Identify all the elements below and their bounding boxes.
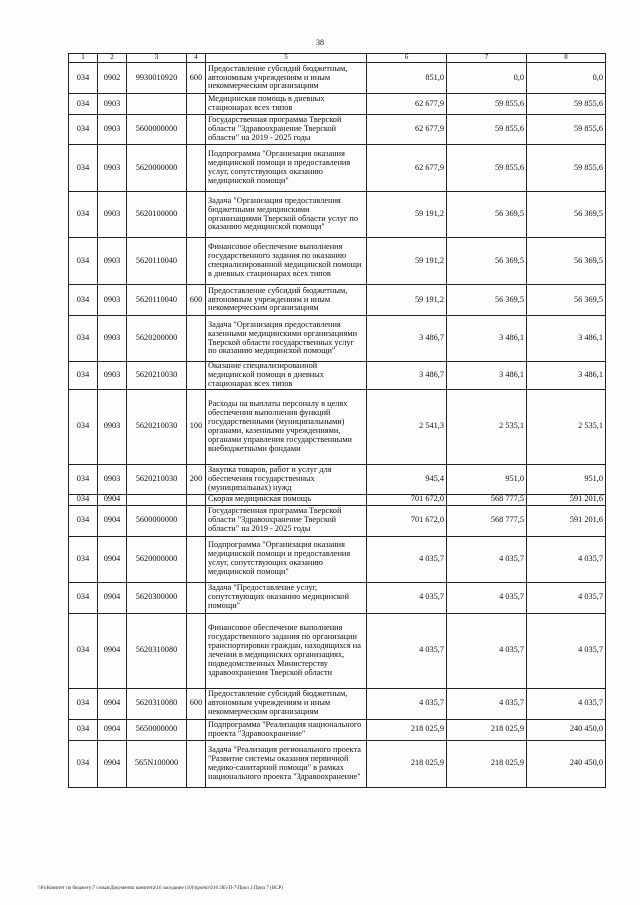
admin-code-cell: 034: [69, 285, 98, 316]
target-article-cell: 9930010920: [127, 63, 187, 94]
section-code-cell: 0904: [98, 536, 127, 582]
target-article-cell: 5620000000: [127, 536, 187, 582]
amount-year1-cell: 59 191,2: [367, 238, 447, 285]
target-article-cell: 5620300000: [127, 582, 187, 613]
header-cell: 2: [98, 54, 127, 63]
description-cell: Расходы на выплаты персоналу в целях обеспечения выполнения функций государственными (муниципальными) органами, казенными учреждениями, органами управления государственными внебюджетными фондами: [206, 389, 367, 464]
admin-code-cell: 034: [69, 613, 98, 688]
amount-year3-cell: 56 369,5: [527, 238, 606, 285]
expense-type-cell: [187, 115, 206, 145]
table-row: [69, 719, 606, 740]
amount-year1-cell: 62 677,9: [367, 115, 447, 145]
amount-year2-cell: 3 486,1: [447, 316, 527, 362]
admin-code-cell: 034: [69, 494, 98, 505]
amount-year3-cell: 4 035,7: [527, 582, 606, 613]
description-cell: Предоставление субсидий бюджетным, автономным учреждениям и иным некоммерческим организациям: [206, 688, 367, 719]
amount-year1-cell: 4 035,7: [367, 582, 447, 613]
amount-year1-cell: 59 191,2: [367, 285, 447, 316]
description-cell: Скорая медицинская помощь: [206, 494, 367, 505]
admin-code-cell: 034: [69, 192, 98, 238]
admin-code-cell: 034: [69, 63, 98, 94]
expense-type-cell: [187, 494, 206, 505]
target-article-cell: 5620110040: [127, 285, 187, 316]
amount-year2-cell: 56 369,5: [447, 238, 527, 285]
target-article-cell: [127, 494, 187, 505]
target-article-cell: 5650000000: [127, 719, 187, 740]
amount-year3-cell: 951,0: [527, 464, 606, 494]
amount-year3-cell: 240 450,0: [527, 719, 606, 740]
target-article-cell: 5620210030: [127, 464, 187, 494]
section-code-cell: 0904: [98, 505, 127, 536]
table-row: [69, 536, 606, 582]
admin-code-cell: 034: [69, 316, 98, 362]
target-article-cell: 5620310080: [127, 688, 187, 719]
table-row: [69, 688, 606, 719]
amount-year2-cell: 568 777,5: [447, 494, 527, 505]
amount-year3-cell: 56 369,5: [527, 285, 606, 316]
amount-year2-cell: 2 535,1: [447, 389, 527, 464]
amount-year2-cell: 0,0: [447, 63, 527, 94]
amount-year2-cell: 218 025,9: [447, 740, 527, 787]
table-row: [69, 494, 606, 505]
amount-year1-cell: 3 486,7: [367, 362, 447, 390]
expense-type-cell: 600: [187, 63, 206, 94]
table-row: [69, 145, 606, 192]
expense-type-cell: [187, 740, 206, 787]
amount-year2-cell: 56 369,5: [447, 192, 527, 238]
table-row: [69, 285, 606, 316]
table-row: [69, 94, 606, 115]
expense-type-cell: [187, 316, 206, 362]
amount-year3-cell: 3 486,1: [527, 316, 606, 362]
expense-type-cell: 100: [187, 389, 206, 464]
amount-year1-cell: 4 035,7: [367, 688, 447, 719]
admin-code-cell: 034: [69, 740, 98, 787]
expense-type-cell: 600: [187, 688, 206, 719]
table-row: [69, 362, 606, 390]
budget-table: [68, 53, 606, 788]
file-path-footer: \\Fs\Комитет по бюджету\7 созыв\Документы комитета\16 заседание (10)\проект\616 285-П-7\Прил 3 Прил 7 (ВСР): [38, 886, 283, 891]
expense-type-cell: [187, 613, 206, 688]
section-code-cell: 0903: [98, 238, 127, 285]
target-article-cell: 5620200000: [127, 316, 187, 362]
section-code-cell: 0903: [98, 285, 127, 316]
amount-year1-cell: 2 541,3: [367, 389, 447, 464]
expense-type-cell: [187, 238, 206, 285]
description-cell: Подпрограмма "Реализация национального проекта "Здравоохранение": [206, 719, 367, 740]
section-code-cell: 0904: [98, 719, 127, 740]
amount-year3-cell: 4 035,7: [527, 688, 606, 719]
header-cell: 8: [527, 54, 606, 63]
target-article-cell: 5620310080: [127, 613, 187, 688]
amount-year3-cell: 591 201,6: [527, 505, 606, 536]
amount-year1-cell: 218 025,9: [367, 740, 447, 787]
expense-type-cell: [187, 192, 206, 238]
expense-type-cell: [187, 536, 206, 582]
section-code-cell: 0903: [98, 362, 127, 390]
table-row: [69, 238, 606, 285]
admin-code-cell: 034: [69, 115, 98, 145]
section-code-cell: 0904: [98, 688, 127, 719]
section-code-cell: 0903: [98, 316, 127, 362]
page-number: 38: [316, 38, 324, 47]
amount-year1-cell: 62 677,9: [367, 145, 447, 192]
amount-year2-cell: 59 855,6: [447, 94, 527, 115]
description-cell: Подпрограмма "Организация оказания медицинской помощи и предоставления услуг, сопутствующих оказанию медицинской помощи": [206, 536, 367, 582]
table-row: [69, 505, 606, 536]
expense-type-cell: [187, 505, 206, 536]
amount-year2-cell: 4 035,7: [447, 688, 527, 719]
amount-year3-cell: 59 855,6: [527, 145, 606, 192]
target-article-cell: 5620100000: [127, 192, 187, 238]
section-code-cell: 0903: [98, 389, 127, 464]
amount-year1-cell: 4 035,7: [367, 536, 447, 582]
amount-year2-cell: 59 855,6: [447, 145, 527, 192]
section-code-cell: 0904: [98, 613, 127, 688]
table-row: [69, 63, 606, 94]
description-cell: Задача "Организация предоставления казенными медицинскими организациями Тверской области государственных услуг по оказанию медицинской помощи": [206, 316, 367, 362]
header-cell: 6: [367, 54, 447, 63]
amount-year1-cell: 59 191,2: [367, 192, 447, 238]
section-code-cell: 0903: [98, 145, 127, 192]
description-cell: Подпрограмма "Организация оказания медицинской помощи и предоставления услуг, сопутствующих оказанию медицинской помощи": [206, 145, 367, 192]
admin-code-cell: 034: [69, 536, 98, 582]
description-cell: Медицинская помощь в дневных стационарах всех типов: [206, 94, 367, 115]
amount-year1-cell: 945,4: [367, 464, 447, 494]
description-cell: Государственная программа Тверской области "Здравоохранение Тверской области" на 2019 - 2025 годы: [206, 505, 367, 536]
table-row: [69, 115, 606, 145]
section-code-cell: 0904: [98, 582, 127, 613]
amount-year2-cell: 4 035,7: [447, 536, 527, 582]
section-code-cell: 0903: [98, 464, 127, 494]
amount-year3-cell: 0,0: [527, 63, 606, 94]
target-article-cell: 5620110040: [127, 238, 187, 285]
description-cell: Оказание специализированной медицинской помощи в дневных стационарах всех типов: [206, 362, 367, 390]
description-cell: Финансовое обеспечение выполнения государственного задания по организации транспортировки граждан, находящихся на лечении в медицинских организациях, подведомственных Министерству здравоохранения Тверской области: [206, 613, 367, 688]
amount-year1-cell: 62 677,9: [367, 94, 447, 115]
table-row: [69, 192, 606, 238]
amount-year1-cell: 4 035,7: [367, 613, 447, 688]
description-cell: Закупка товаров, работ и услуг для обеспечения государственных (муниципальных) нужд: [206, 464, 367, 494]
expense-type-cell: [187, 362, 206, 390]
header-cell: 5: [206, 54, 367, 63]
description-cell: Финансовое обеспечение выполнения государственного задания по оказанию специализированной медицинской помощи в дневных стационарах всех типов: [206, 238, 367, 285]
amount-year3-cell: 3 486,1: [527, 362, 606, 390]
admin-code-cell: 034: [69, 94, 98, 115]
table-row: [69, 464, 606, 494]
admin-code-cell: 034: [69, 362, 98, 390]
amount-year3-cell: 59 855,6: [527, 115, 606, 145]
amount-year2-cell: 3 486,1: [447, 362, 527, 390]
expense-type-cell: [187, 94, 206, 115]
description-cell: Предоставление субсидий бюджетным, автономным учреждениям и иным некоммерческим организациям: [206, 285, 367, 316]
amount-year2-cell: 568 777,5: [447, 505, 527, 536]
target-article-cell: 5620000000: [127, 145, 187, 192]
header-cell: 7: [447, 54, 527, 63]
section-code-cell: 0903: [98, 192, 127, 238]
amount-year3-cell: 59 855,6: [527, 94, 606, 115]
amount-year1-cell: 701 672,0: [367, 505, 447, 536]
admin-code-cell: 034: [69, 688, 98, 719]
section-code-cell: 0904: [98, 494, 127, 505]
target-article-cell: [127, 94, 187, 115]
admin-code-cell: 034: [69, 238, 98, 285]
table-row: [69, 582, 606, 613]
amount-year1-cell: 701 672,0: [367, 494, 447, 505]
expense-type-cell: [187, 582, 206, 613]
section-code-cell: 0902: [98, 63, 127, 94]
section-code-cell: 0903: [98, 115, 127, 145]
admin-code-cell: 034: [69, 582, 98, 613]
table-row: [69, 389, 606, 464]
amount-year1-cell: 218 025,9: [367, 719, 447, 740]
admin-code-cell: 034: [69, 719, 98, 740]
target-article-cell: 5600000000: [127, 505, 187, 536]
table-row: [69, 316, 606, 362]
target-article-cell: 5620210030: [127, 389, 187, 464]
admin-code-cell: 034: [69, 145, 98, 192]
admin-code-cell: 034: [69, 389, 98, 464]
admin-code-cell: 034: [69, 505, 98, 536]
section-code-cell: 0904: [98, 740, 127, 787]
expense-type-cell: [187, 145, 206, 192]
amount-year3-cell: 4 035,7: [527, 613, 606, 688]
target-article-cell: 5620210030: [127, 362, 187, 390]
amount-year2-cell: 951,0: [447, 464, 527, 494]
target-article-cell: 565N100000: [127, 740, 187, 787]
admin-code-cell: 034: [69, 464, 98, 494]
description-cell: Задача "Предоставление услуг, сопутствующих оказанию медицинской помощи": [206, 582, 367, 613]
amount-year3-cell: 591 201,6: [527, 494, 606, 505]
expense-type-cell: [187, 719, 206, 740]
header-cell: 4: [187, 54, 206, 63]
header-cell: 3: [127, 54, 187, 63]
amount-year2-cell: 4 035,7: [447, 582, 527, 613]
description-cell: Задача "Реализация регионального проекта "Развитие системы оказания первичной медико-санитарной помощи" в рамках национального проекта "Здравоохранение": [206, 740, 367, 787]
amount-year2-cell: 59 855,6: [447, 115, 527, 145]
header-row: [69, 54, 606, 63]
expense-type-cell: 600: [187, 285, 206, 316]
target-article-cell: 5600000000: [127, 115, 187, 145]
amount-year1-cell: 3 486,7: [367, 316, 447, 362]
amount-year3-cell: 2 535,1: [527, 389, 606, 464]
section-code-cell: 0903: [98, 94, 127, 115]
amount-year2-cell: 4 035,7: [447, 613, 527, 688]
amount-year2-cell: 56 369,5: [447, 285, 527, 316]
description-cell: Предоставление субсидий бюджетным, автономным учреждениям и иным некоммерческим организациям: [206, 63, 367, 94]
amount-year2-cell: 218 025,9: [447, 719, 527, 740]
table-row: [69, 740, 606, 787]
expense-type-cell: 200: [187, 464, 206, 494]
table-row: [69, 613, 606, 688]
amount-year1-cell: 851,0: [367, 63, 447, 94]
header-cell: 1: [69, 54, 98, 63]
amount-year3-cell: 240 450,0: [527, 740, 606, 787]
amount-year3-cell: 4 035,7: [527, 536, 606, 582]
description-cell: Государственная программа Тверской области "Здравоохранение Тверской области" на 2019 - 2025 годы: [206, 115, 367, 145]
description-cell: Задача "Организация предоставления бюджетными медицинскими организациями Тверской области услуг по оказанию медицинской помощи": [206, 192, 367, 238]
amount-year3-cell: 56 369,5: [527, 192, 606, 238]
